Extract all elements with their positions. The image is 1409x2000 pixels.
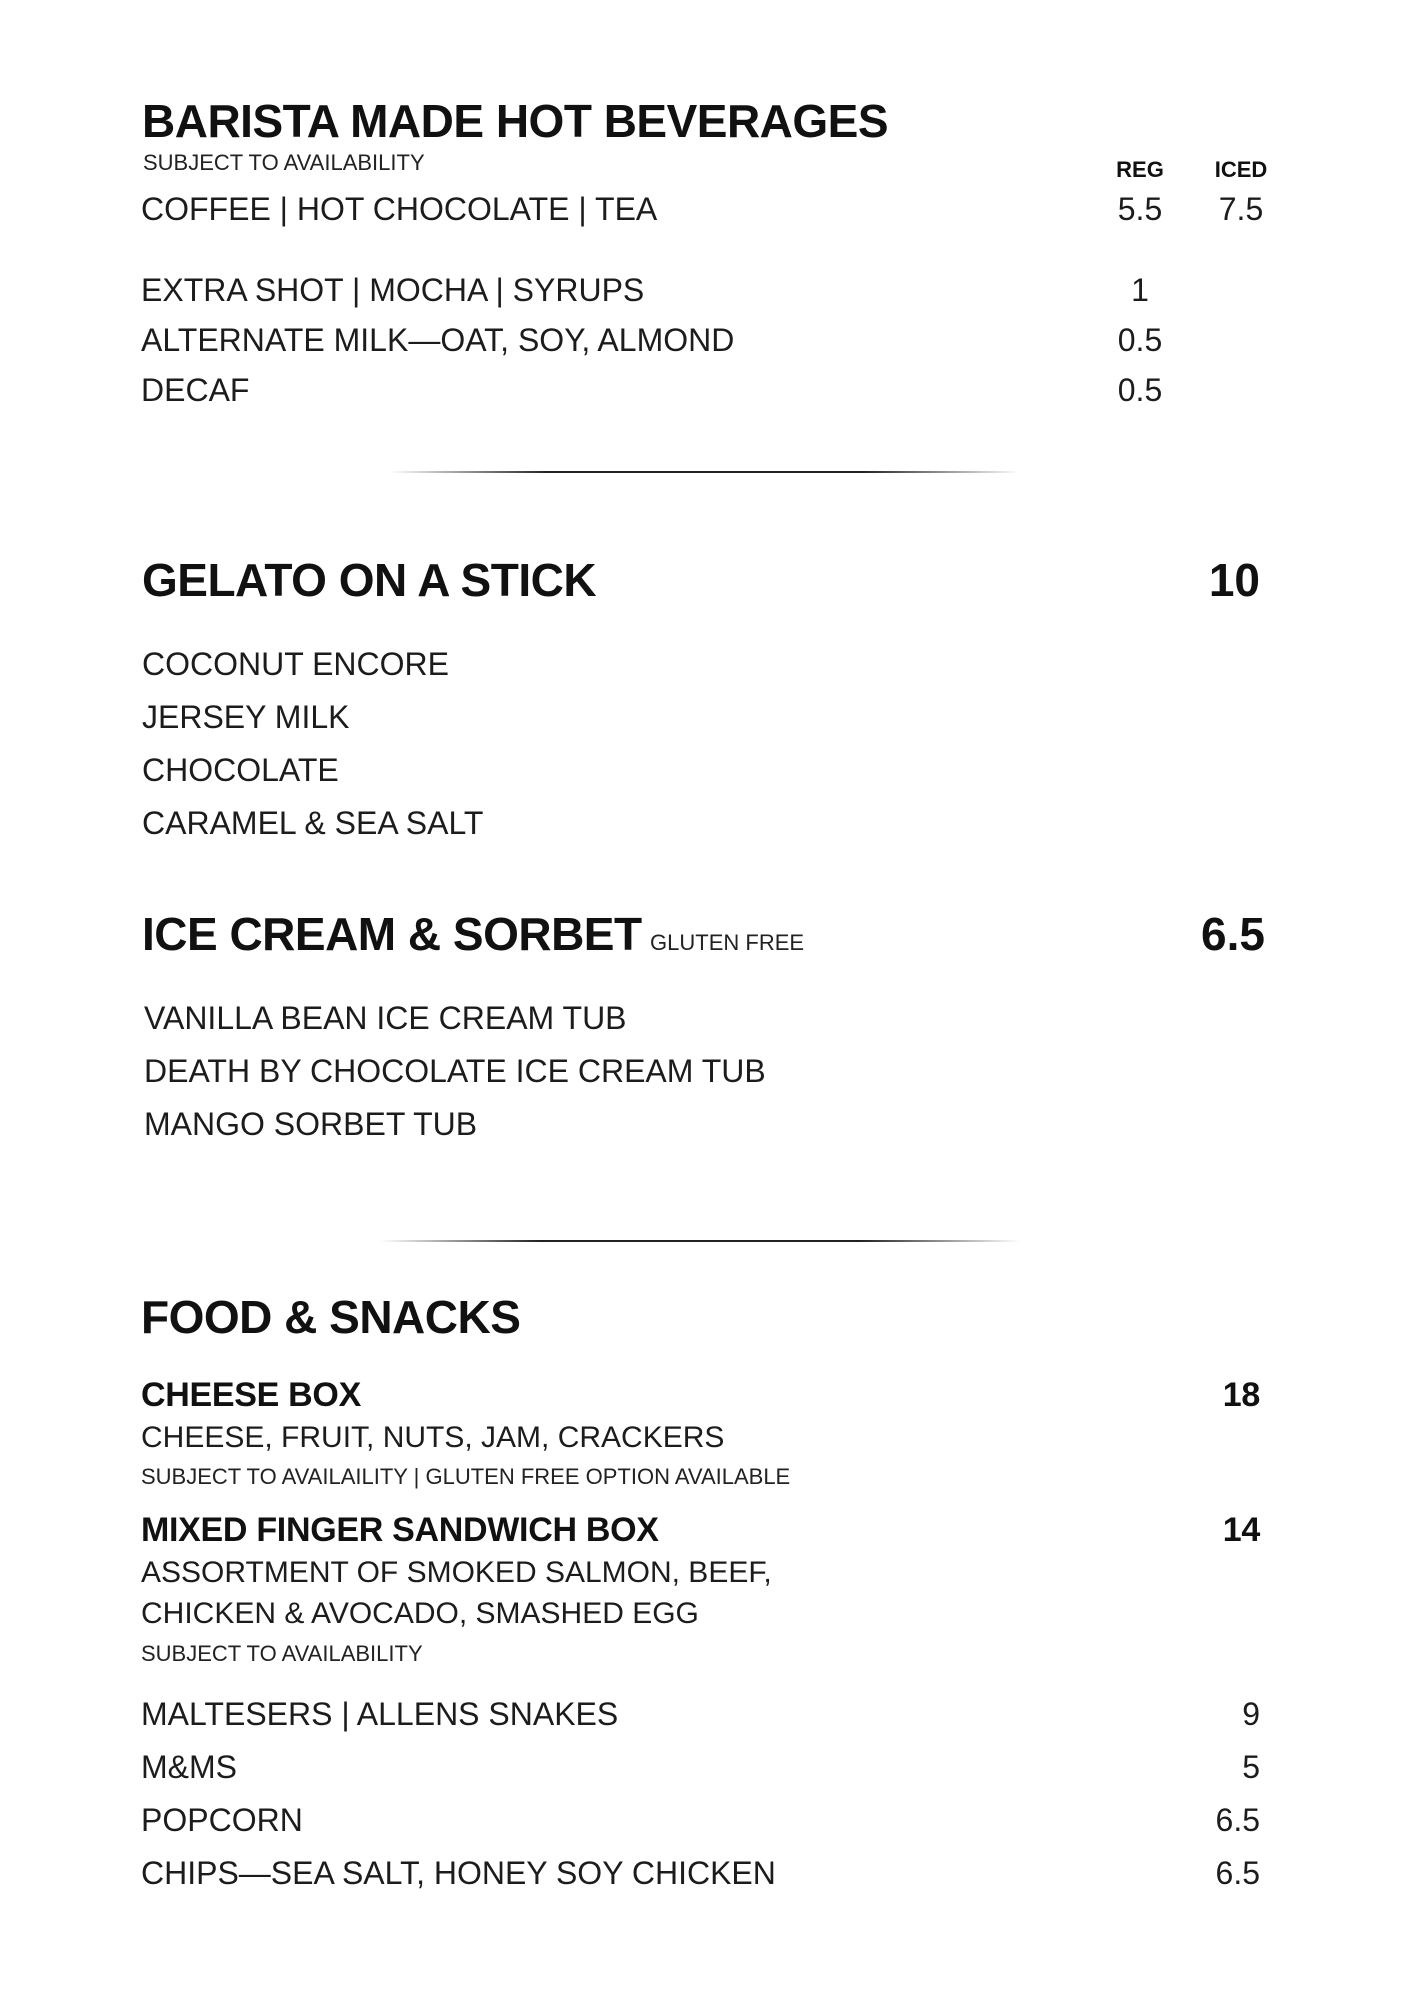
iced-column-header: ICED: [1214, 157, 1268, 182]
hot-beverages-title: BARISTA MADE HOT BEVERAGES: [142, 95, 889, 147]
section-divider: [390, 471, 1020, 473]
coffee-item-name: COFFEE | HOT CHOCOLATE | TEA: [141, 191, 658, 227]
extra-item-name: ALTERNATE MILK—OAT, SOY, ALMOND: [141, 322, 735, 358]
ice-cream-heading: [142, 907, 804, 961]
sandwich-box-name: MIXED FINGER SANDWICH BOX: [141, 1511, 659, 1549]
gelato-flavour: CARAMEL & SEA SALT: [142, 805, 484, 841]
cheese-box-note: SUBJECT TO AVAILAILITY | GLUTEN FREE OPTION AVAILABLE: [141, 1464, 791, 1489]
cheese-box-price: 18: [1222, 1376, 1260, 1414]
extra-item-price: 0.5: [1117, 322, 1163, 358]
ice-cream-title: ICE CREAM & SORBET: [142, 908, 642, 960]
gelato-flavour: COCONUT ENCORE: [142, 646, 449, 682]
sandwich-box-description-line2: CHICKEN & AVOCADO, SMASHED EGG: [141, 1597, 699, 1630]
cheese-box-description: CHEESE, FRUIT, NUTS, JAM, CRACKERS: [141, 1421, 725, 1454]
snack-item-name: M&MS: [141, 1749, 237, 1785]
ice-cream-item: MANGO SORBET TUB: [144, 1106, 478, 1142]
food-title: FOOD & SNACKS: [141, 1291, 521, 1343]
snack-item-name: CHIPS—SEA SALT, HONEY SOY CHICKEN: [141, 1855, 776, 1891]
snack-item-name: MALTESERS | ALLENS SNAKES: [141, 1696, 619, 1732]
section-divider: [380, 1240, 1020, 1242]
ice-cream-price: 6.5: [1201, 908, 1265, 960]
gelato-price: 10: [1208, 554, 1260, 606]
gelato-title: GELATO ON A STICK: [142, 554, 597, 606]
sandwich-box-description-line1: ASSORTMENT OF SMOKED SALMON, BEEF,: [141, 1556, 772, 1589]
extra-item-price: 1: [1131, 272, 1149, 308]
snack-item-price: 9: [1242, 1696, 1260, 1732]
extra-item-price: 0.5: [1117, 372, 1163, 408]
ice-cream-item: VANILLA BEAN ICE CREAM TUB: [144, 1000, 627, 1036]
gelato-flavour: CHOCOLATE: [142, 752, 339, 788]
coffee-iced-price: 7.5: [1218, 191, 1264, 227]
sandwich-box-price: 14: [1222, 1511, 1260, 1549]
gelato-flavour: JERSEY MILK: [142, 699, 350, 735]
sandwich-box-note: SUBJECT TO AVAILABILITY: [141, 1641, 423, 1666]
extra-item-name: DECAF: [141, 372, 250, 408]
coffee-reg-price: 5.5: [1117, 191, 1163, 227]
ice-cream-item: DEATH BY CHOCOLATE ICE CREAM TUB: [144, 1053, 766, 1089]
cheese-box-name: CHEESE BOX: [141, 1376, 361, 1414]
snack-item-name: POPCORN: [141, 1802, 303, 1838]
reg-column-header: REG: [1116, 157, 1164, 182]
snack-item-price: 6.5: [1215, 1855, 1260, 1891]
hot-beverages-note: SUBJECT TO AVAILABILITY: [143, 150, 425, 175]
extra-item-name: EXTRA SHOT | MOCHA | SYRUPS: [141, 272, 645, 308]
snack-item-price: 5: [1242, 1749, 1260, 1785]
snack-item-price: 6.5: [1215, 1802, 1260, 1838]
gluten-free-tag: GLUTEN FREE: [650, 930, 805, 955]
